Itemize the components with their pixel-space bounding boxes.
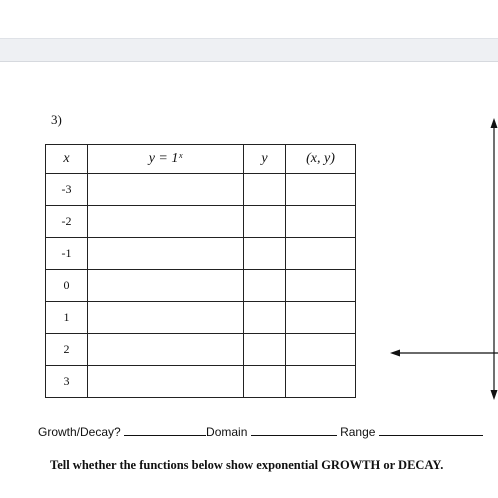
header-x: x — [46, 145, 88, 174]
instruction-text: Tell whether the functions below show exponential GROWTH or DECAY. — [50, 458, 444, 472]
x-value-cell: -3 — [46, 174, 88, 206]
x-value-cell: 1 — [46, 302, 88, 334]
x-value-cell: 2 — [46, 334, 88, 366]
y-axis-up-arrow — [491, 118, 498, 128]
x-value-cell: 3 — [46, 366, 88, 398]
header-y: y — [244, 145, 286, 174]
range-blank[interactable] — [379, 424, 483, 436]
domain-blank[interactable] — [251, 424, 337, 436]
growth-decay-label: Growth/Decay? — [38, 425, 121, 439]
x-value-cell: -1 — [46, 238, 88, 270]
x-value-cell: 0 — [46, 270, 88, 302]
x-axis-left-arrow — [390, 350, 400, 357]
domain-label: Domain — [206, 425, 248, 439]
range-label: Range — [340, 425, 376, 439]
x-value-cell: -2 — [46, 206, 88, 238]
header-function: y = 1ˣ — [88, 145, 244, 174]
header-ordered-pair: (x, y) — [286, 145, 356, 174]
growth-domain-range-line — [38, 424, 483, 439]
growth-decay-blank[interactable] — [124, 424, 206, 436]
problem-number: 3) — [51, 112, 62, 127]
y-axis-down-arrow — [491, 390, 498, 400]
